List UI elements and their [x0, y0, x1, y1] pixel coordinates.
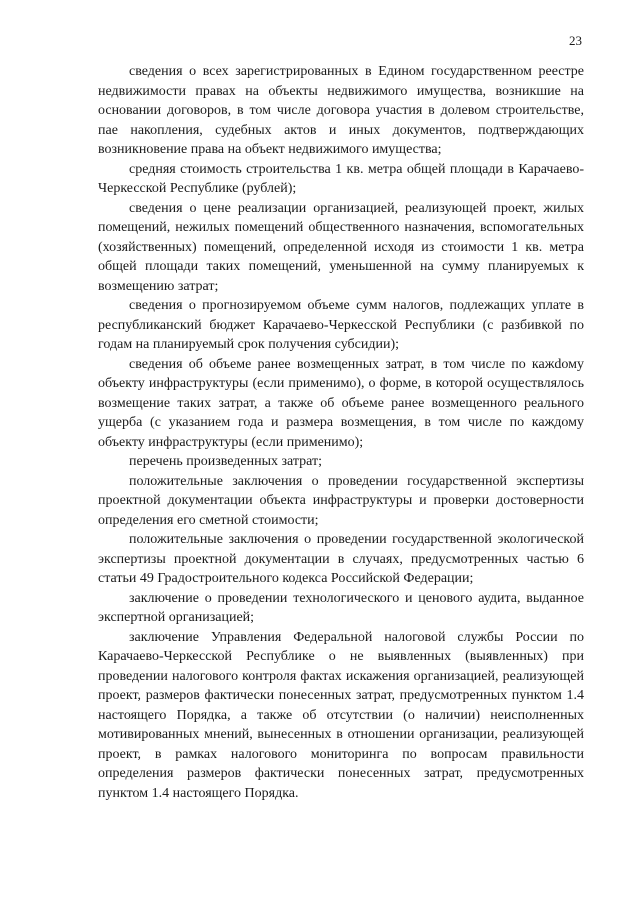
paragraph-sale-price: сведения о цене реализации организацией, реализующей проект, жилых помещений, нежилых помещений общественного назначения, вспомогательных (хозяйственных) помещений, определенной исходя из стоимости 1 кв. метра общей площади таких помещений, уменьшенной на сумму планируемых к возмещению затрат;: [98, 200, 584, 294]
paragraph-registry-rights: сведения о всех зарегистрированных в Едином государственном реестре недвижимости правах на объекты недвижимого имущества, возникшие на основании договоров, в том числе договора участия в долевом строительстве, пае накопления, судебных актов и иных документов, подтверждающих возникновение права на объект недвижимого имущества;: [98, 64, 584, 157]
paragraph-average-cost: средняя стоимость строительства 1 кв. метра общей площади в Карачаево-Черкесской Республике (рублей);: [98, 161, 584, 196]
page-number: 23: [569, 33, 582, 48]
paragraph-tax-service-conclusion: заключение Управления Федеральной налоговой службы России по Карачаево-Черкесской Республике о не выявленных (выявленных) при проведении налогового контроля фактах искажения организацией, реализующей проект, размеров фактически понесенных затрат, предусмотренных пунктом 1.4 настоящего Порядка, а также об отсутствии (о наличии) неисполненных мотивированных мнений, вынесенных в отношении организации, реализующей проект, в рамках налогового мониторинга по вопросам правильности определения размеров фактически понесенных затрат, предусмотренных пунктом 1.4 настоящего Порядка.: [98, 629, 584, 801]
document-body: [98, 62, 584, 803]
paragraph-tax-forecast: сведения о прогнозируемом объеме сумм налогов, подлежащих уплате в республиканский бюджет Карачаево-Черкесской Республики (с разбивкой по годам на планируемый срок получения субсидии);: [98, 298, 584, 352]
paragraph-ecological-expertise: положительные заключения о проведении государственной экологической экспертизы проектной документации в случаях, предусмотренных частью 6 статьи 49 Градостроительного кодекса Российской Федерации;: [98, 532, 584, 586]
paragraph-reimbursed-costs: сведения об объеме ранее возмещенных затрат, в том числе по кажdому объекту инфраструктуры (если применимо), о форме, в которой осуществлялось возмещение таких затрат, а также об объеме ранее возмещенного реального ущерба (с указанием года и размера возмещения, в том числе по каждому объекту инфраструктуры (если применимо);: [98, 356, 584, 450]
paragraph-cost-list: перечень произведенных затрат;: [129, 454, 323, 469]
paragraph-state-expertise: положительные заключения о проведении государственной экспертизы проектной документации объекта инфраструктуры и проверки достоверности определения его сметной стоимости;: [98, 473, 584, 528]
paragraph-technology-audit: заключение о проведении технологического и ценового аудита, выданное экспертной организацией;: [98, 590, 584, 625]
